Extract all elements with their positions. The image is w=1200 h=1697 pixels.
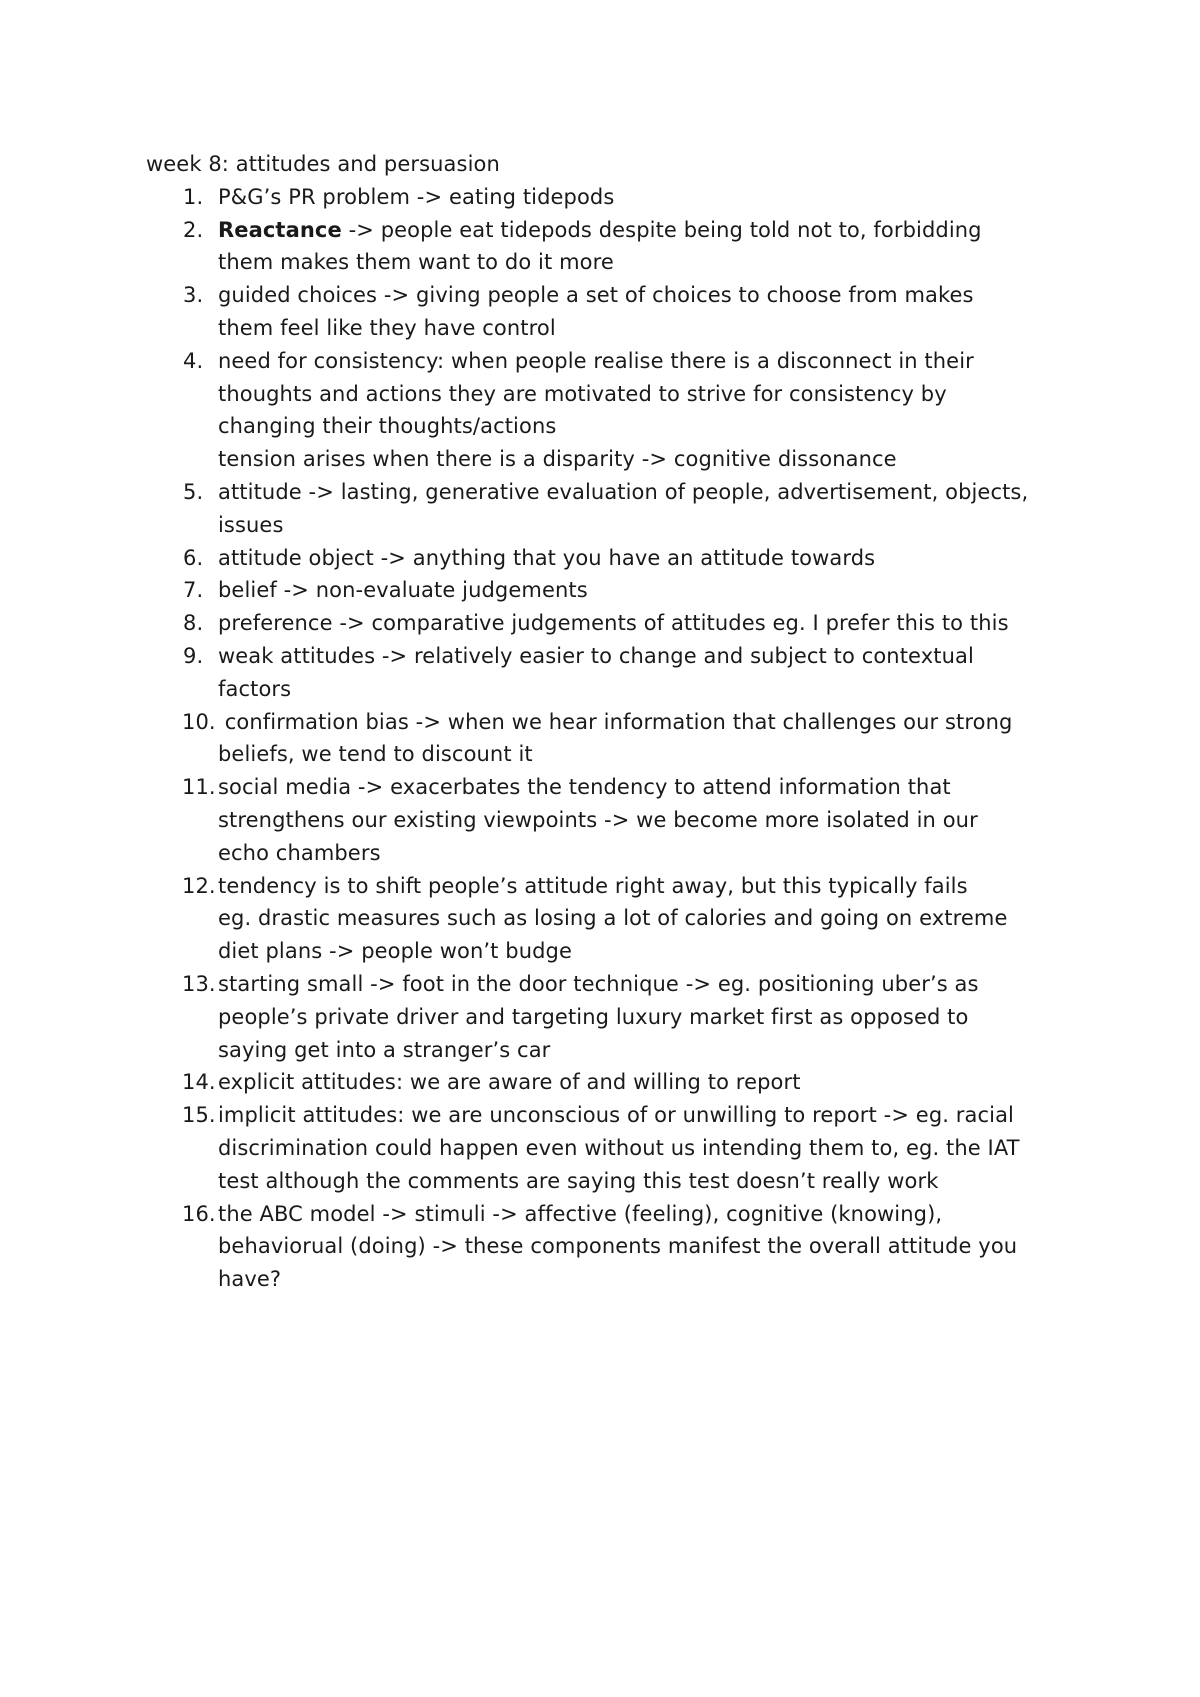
list-item <box>146 607 1066 640</box>
list-item <box>146 542 1066 575</box>
page-title: week 8: attitudes and persuasion <box>146 152 500 176</box>
list-item <box>146 1066 1066 1099</box>
item-line: behaviorual (doing) -> these components manifest the overall attitude you <box>218 1234 1018 1259</box>
item-line: social media -> exacerbates the tendency to attend information that <box>218 775 951 800</box>
item-number: 6. <box>183 545 204 570</box>
list-item <box>146 214 1066 280</box>
item-line: have? <box>218 1267 282 1292</box>
item-line: them feel like they have control <box>218 315 556 340</box>
item-line: starting small -> foot in the door technique -> eg. positioning uber’s as <box>218 971 979 996</box>
list-item <box>146 706 1066 772</box>
item-number: 8. <box>183 611 204 636</box>
item-line: beliefs, we tend to discount it <box>218 742 533 767</box>
item-line: discrimination could happen even without us intending them to, eg. the IAT <box>218 1135 1020 1160</box>
item-line: them makes them want to do it more <box>218 250 614 275</box>
item-number: 2. <box>183 217 204 242</box>
list-item <box>146 345 1066 476</box>
item-line: changing their thoughts/actions <box>218 414 557 439</box>
item-line: attitude object -> anything that you have an attitude towards <box>218 545 876 570</box>
item-line: issues <box>218 512 284 537</box>
item-line: tendency is to shift people’s attitude right away, but this typically fails <box>218 873 968 898</box>
item-line <box>218 214 1066 247</box>
item-text: -> people eat tidepods despite being told not to, forbidding <box>341 217 982 242</box>
bold-term: Reactance <box>218 217 342 242</box>
list-item <box>146 1099 1066 1197</box>
list-item <box>146 771 1066 869</box>
notes-list <box>146 181 1066 1296</box>
item-line: weak attitudes -> relatively easier to change and subject to contextual <box>218 643 974 668</box>
item-line: confirmation bias -> when we hear information that challenges our strong <box>218 709 1013 734</box>
item-number: 10. <box>182 709 216 734</box>
item-number: 7. <box>183 578 204 603</box>
item-line: implicit attitudes: we are unconscious of or unwilling to report -> eg. racial <box>218 1103 1014 1128</box>
list-item <box>146 574 1066 607</box>
item-line: belief -> non-evaluate judgements <box>218 578 588 603</box>
item-number: 3. <box>183 283 204 308</box>
item-line: tension arises when there is a disparity -> cognitive dissonance <box>218 447 897 472</box>
item-line: preference -> comparative judgements of attitudes eg. I prefer this to this <box>218 611 1009 636</box>
item-line: test although the comments are saying this test doesn’t really work <box>218 1168 939 1193</box>
list-item <box>146 870 1066 968</box>
item-line: P&G’s PR problem -> eating tidepods <box>218 184 615 209</box>
item-number: 11. <box>182 775 216 800</box>
item-number: 9. <box>183 643 204 668</box>
list-item <box>146 1198 1066 1296</box>
list-item <box>146 181 1066 214</box>
item-number: 5. <box>183 479 204 504</box>
list-item <box>146 279 1066 345</box>
item-line: the ABC model -> stimuli -> affective (feeling), cognitive (knowing), <box>218 1201 943 1226</box>
item-line: attitude -> lasting, generative evaluation of people, advertisement, objects, <box>218 479 1029 504</box>
item-number: 14. <box>182 1070 216 1095</box>
item-line: diet plans -> people won’t budge <box>218 939 572 964</box>
item-line: thoughts and actions they are motivated to strive for consistency by <box>218 381 947 406</box>
item-number: 15. <box>182 1103 216 1128</box>
item-line: people’s private driver and targeting luxury market first as opposed to <box>218 1004 969 1029</box>
item-line: saying get into a stranger’s car <box>218 1037 551 1062</box>
item-line: factors <box>218 676 292 701</box>
list-item <box>146 640 1066 706</box>
item-line: echo chambers <box>218 840 381 865</box>
item-number: 13. <box>182 971 216 996</box>
notes-content <box>146 148 1066 1296</box>
list-item <box>146 476 1066 542</box>
item-number: 16. <box>182 1201 216 1226</box>
item-line: strengthens our existing viewpoints -> we become more isolated in our <box>218 807 978 832</box>
list-item <box>146 968 1066 1066</box>
item-number: 4. <box>183 348 204 373</box>
item-line: eg. drastic measures such as losing a lot of calories and going on extreme <box>218 906 1008 931</box>
item-number: 12. <box>182 873 216 898</box>
item-number: 1. <box>183 184 204 209</box>
item-line: guided choices -> giving people a set of choices to choose from makes <box>218 283 974 308</box>
item-line: need for consistency: when people realise there is a disconnect in their <box>218 348 974 373</box>
item-line: explicit attitudes: we are aware of and willing to report <box>218 1070 801 1095</box>
